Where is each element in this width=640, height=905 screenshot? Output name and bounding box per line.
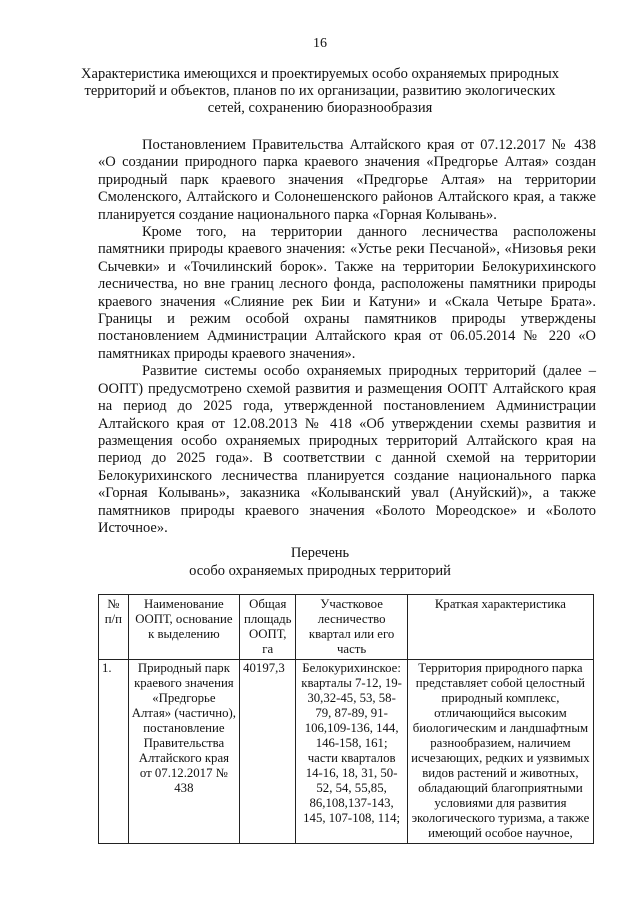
header-forestry: Участковое лесничество квартал или его часть (296, 595, 407, 660)
paragraph-1: Постановлением Правительства Алтайского края от 07.12.2017 № 438 «О создании природного парка краевого значения «Предгорье Алтая» создан природный парк краевого значения «Предгорье Алтая» на территории Смоленского, Алтайского и Солонешенского районов Алтайского края, а также планируется создание национального парка «Горная Колывань». (98, 137, 596, 223)
header-name: Наименование ООПТ, основание к выделению (128, 595, 239, 660)
cell-area: 40197,3 (240, 660, 296, 844)
paragraph-2: Кроме того, на территории данного лесничества расположены памятники природы краевого значения: «Устье реки Песчаной», «Низовья реки Сычевки» и «Точилинский борок». Также на территории Белокурихинского лесничества, но вне границ лесного фонда, расположены памятники природы краевого значения «Слияние рек Бии и Катуни» и «Скала Четыре Брата». Границы и режим особой охраны памятников природы утверждены постановлением Администрации Алтайского края от 06.05.2014 № 220 «О памятниках природы краевого значения». (98, 224, 596, 362)
header-area: Общая площадь ООПТ, га (240, 595, 296, 660)
body-text (98, 137, 596, 537)
table-header-row (99, 595, 594, 660)
paragraph-3: Развитие системы особо охраняемых природных территорий (далее – ООПТ) предусмотрено схемой развития и размещения ООПТ Алтайского края на период до 2025 года, утвержденной постановлением Администрации Алтайского края от 12.08.2013 № 418 «Об утверждении схемы развития и размещения особо охраняемых природных территорий Алтайского края на период до 2025 года». В соответствии с данной схемой на территории Белокурихинского лесничества планируется создание национального парка «Горная Колывань», заказника «Колыванский увал (Ануйский)», а также памятников природы краевого значения «Болото Мореодское» и «Болото Источное». (98, 363, 596, 536)
list-title (0, 544, 640, 580)
protected-areas-table (98, 594, 594, 844)
cell-num: 1. (99, 660, 129, 844)
header-num: № п/п (99, 595, 129, 660)
list-title-line-1: Перечень (290, 545, 350, 561)
cell-description: Территория природного парка представляет собой целостный природный комплекс, отличающийся высоким биологическим и ландшафтным разнообразием, наличием исчезающих, редких и уязвимых видов растений и животных, обладающий благоприятными условиями для развития экологического туризма, а также имеющий особое научное, (407, 660, 593, 844)
page-number: 16 (313, 36, 327, 51)
cell-forestry: Белокурихинское: кварталы 7-12, 19-30,32-45, 53, 58-79, 87-89, 91-106,109-136, 144, 146-158, 161; части кварталов 14-16, 18, 31, 50-52, 54, 55,85, 86,108,137-143, 145, 107-108, 114; (296, 660, 407, 844)
cell-name: Природный парк краевого значения «Предгорье Алтая» (частично), постановление Правительства Алтайского края от 07.12.2017 № 438 (128, 660, 239, 844)
header-description: Краткая характеристика (407, 595, 593, 660)
section-heading: Характеристика имеющихся и проектируемых особо охраняемых природных территорий и объектов, планов по их организации, развитию экологических сетей, сохранению биоразнообразия (81, 66, 559, 116)
list-title-line-2: особо охраняемых природных территорий (189, 563, 451, 579)
table-row (99, 660, 594, 844)
